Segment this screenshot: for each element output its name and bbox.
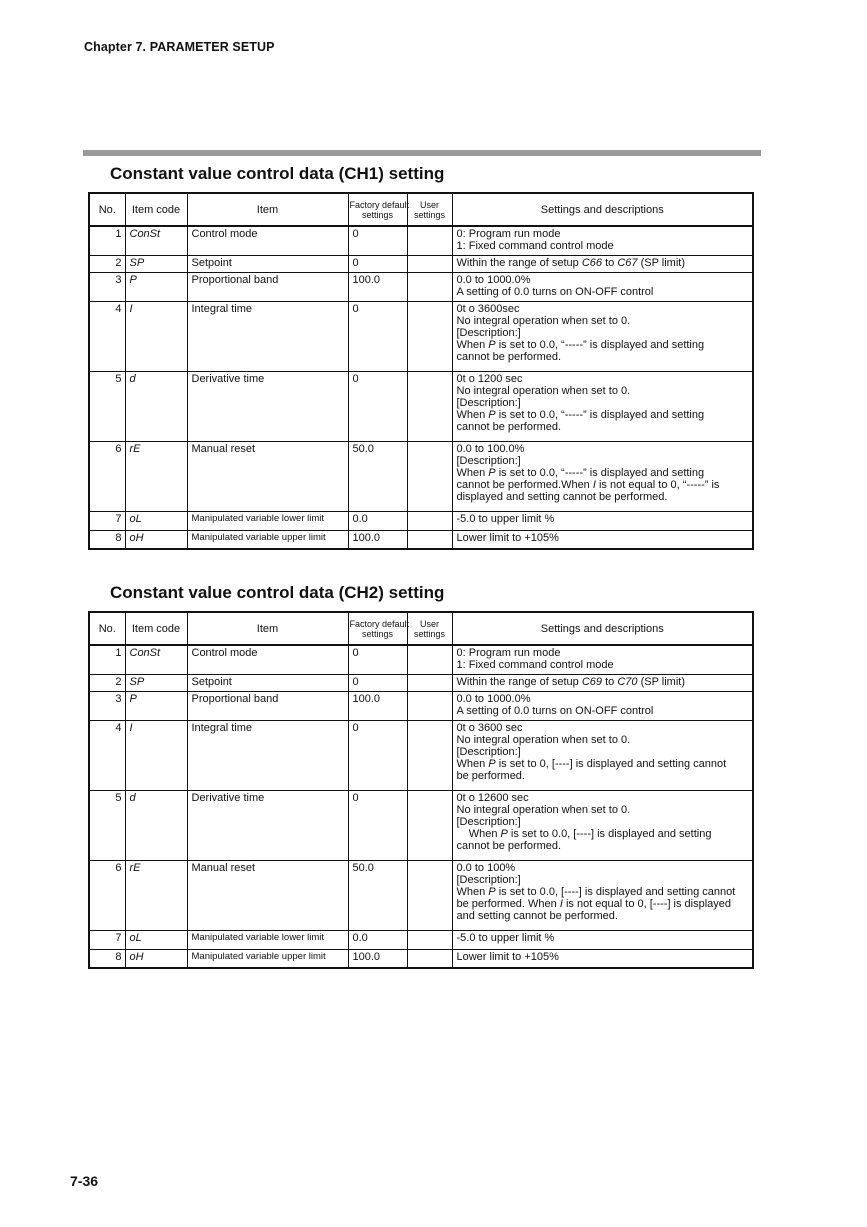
cell-item-code: oL [125, 930, 187, 949]
header-line: Factory default [349, 199, 410, 210]
cell-item: Manual reset [187, 441, 348, 511]
header-line: User [419, 199, 439, 210]
description-line: 0t o 3600 sec [456, 721, 523, 734]
col-header-factory-default [348, 193, 410, 226]
description-line: cannot be performed.When I is not equal to 0, “-----” is [456, 478, 720, 491]
cell-item-code: I [125, 720, 187, 790]
description-line: [Description:] [456, 454, 521, 467]
cell-description [452, 860, 753, 930]
cell-no: 1 [89, 645, 125, 674]
cell-description [452, 371, 753, 441]
cell-item-code: oH [125, 949, 187, 968]
cell-no: 7 [89, 930, 125, 949]
cell-description [452, 511, 753, 530]
description-line: When P is set to 0.0, “-----” is displayed and setting [456, 338, 705, 351]
description-line: and setting cannot be performed. [456, 909, 618, 922]
cell-item: Derivative time [187, 371, 348, 441]
cell-no: 1 [89, 226, 125, 255]
header-line: settings [361, 209, 394, 220]
cell-item-code: d [125, 371, 187, 441]
col-header-no: No. [89, 612, 125, 645]
cell-factory-default: 50.0 [348, 860, 407, 930]
cell-description [452, 674, 753, 691]
description-line: 0.0 to 100% [456, 861, 516, 874]
cell-item: Manipulated variable lower limit [187, 930, 348, 949]
col-header-item: Item [187, 193, 348, 226]
cell-user-settings [407, 371, 452, 441]
cell-no: 6 [89, 441, 125, 511]
col-header-no: No. [89, 193, 125, 226]
description-line: -5.0 to upper limit % [456, 931, 555, 944]
cell-description [452, 645, 753, 674]
cell-factory-default: 0 [348, 301, 407, 371]
cell-no: 8 [89, 949, 125, 968]
description-line: be performed. [456, 769, 525, 782]
table-row [89, 530, 753, 549]
header-line: settings [413, 628, 446, 639]
description-line: 0.0 to 1000.0% [456, 692, 531, 705]
cell-item: Integral time [187, 301, 348, 371]
cell-user-settings [407, 949, 452, 968]
cell-factory-default: 0 [348, 645, 407, 674]
col-header-item: Item [187, 612, 348, 645]
col-header-description: Settings and descriptions [452, 193, 753, 226]
cell-item: Setpoint [187, 255, 348, 272]
description-line: A setting of 0.0 turns on ON-OFF control [456, 285, 654, 298]
header-line: settings [361, 628, 394, 639]
description-line: [Description:] [456, 815, 521, 828]
cell-factory-default: 0 [348, 720, 407, 790]
description-line: When P is set to 0.0, [----] is displayed and setting cannot [456, 885, 736, 898]
cell-user-settings [407, 441, 452, 511]
cell-factory-default: 100.0 [348, 272, 407, 301]
cell-no: 4 [89, 301, 125, 371]
cell-description [452, 949, 753, 968]
table-row [89, 930, 753, 949]
col-header-user-settings [407, 612, 452, 645]
section-divider [83, 150, 761, 156]
cell-user-settings [407, 255, 452, 272]
description-line: 0: Program run mode [456, 647, 561, 659]
cell-description [452, 930, 753, 949]
description-line: 0.0 to 100.0% [456, 442, 525, 455]
cell-factory-default: 100.0 [348, 949, 407, 968]
cell-item: Proportional band [187, 691, 348, 720]
ch1-parameter-table [88, 192, 754, 550]
ch1-table-title: Constant value control data (CH1) setting [110, 164, 445, 183]
table-row [89, 645, 753, 674]
description-line: Lower limit to +105% [456, 531, 559, 544]
cell-user-settings [407, 790, 452, 860]
description-line: No integral operation when set to 0. [456, 733, 631, 746]
cell-item: Integral time [187, 720, 348, 790]
cell-item-code: SP [125, 255, 187, 272]
col-header-description: Settings and descriptions [452, 612, 753, 645]
cell-item: Control mode [187, 645, 348, 674]
cell-description [452, 691, 753, 720]
table-row [89, 255, 753, 272]
description-line: [Description:] [456, 873, 521, 886]
cell-factory-default: 0.0 [348, 511, 407, 530]
table-row [89, 441, 753, 511]
cell-no: 2 [89, 674, 125, 691]
description-line: 0t o 1200 sec [456, 372, 523, 385]
cell-factory-default: 100.0 [348, 530, 407, 549]
cell-factory-default: 50.0 [348, 441, 407, 511]
table-header-row [89, 193, 753, 226]
cell-description [452, 301, 753, 371]
description-line: A setting of 0.0 turns on ON-OFF control [456, 704, 654, 717]
header-line: settings [413, 209, 446, 220]
description-line: 0.0 to 1000.0% [456, 273, 531, 286]
cell-factory-default: 0 [348, 371, 407, 441]
table-row [89, 511, 753, 530]
cell-factory-default: 0 [348, 674, 407, 691]
description-line: When P is set to 0.0, “-----” is displayed and setting [456, 466, 705, 479]
cell-no: 2 [89, 255, 125, 272]
description-line: 0: Program run mode [456, 228, 561, 240]
description-line: [Description:] [456, 745, 521, 758]
cell-user-settings [407, 691, 452, 720]
cell-user-settings [407, 272, 452, 301]
description-line: No integral operation when set to 0. [456, 803, 631, 816]
cell-item-code: oH [125, 530, 187, 549]
cell-item-code: I [125, 301, 187, 371]
cell-user-settings [407, 301, 452, 371]
table-row [89, 790, 753, 860]
cell-item-code: ConSt [125, 226, 187, 255]
cell-item: Setpoint [187, 674, 348, 691]
cell-item: Manipulated variable lower limit [187, 511, 348, 530]
table-row [89, 226, 753, 255]
description-line: No integral operation when set to 0. [456, 314, 631, 327]
description-line: cannot be performed. [456, 420, 562, 433]
cell-item-code: ConSt [125, 645, 187, 674]
table-row [89, 674, 753, 691]
description-line: -5.0 to upper limit % [456, 512, 555, 525]
col-header-item-code: Item code [125, 193, 187, 226]
chapter-header: Chapter 7. PARAMETER SETUP [84, 40, 275, 54]
description-line: When P is set to 0.0, [----] is displayed and setting [456, 827, 712, 840]
cell-no: 7 [89, 511, 125, 530]
description-line: 1: Fixed command control mode [456, 240, 614, 252]
description-line: Lower limit to +105% [456, 950, 559, 963]
ch2-parameter-table [88, 611, 754, 969]
cell-item-code: rE [125, 441, 187, 511]
description-line: be performed. When I is not equal to 0, [----] is displayed [456, 897, 732, 910]
description-line: [Description:] [456, 326, 521, 339]
ch2-table-title: Constant value control data (CH2) setting [110, 583, 445, 602]
cell-factory-default: 0.0 [348, 930, 407, 949]
cell-item: Control mode [187, 226, 348, 255]
description-line: displayed and setting cannot be performed. [456, 490, 668, 503]
header-line: User [419, 618, 439, 629]
cell-description [452, 720, 753, 790]
cell-no: 4 [89, 720, 125, 790]
description-line: cannot be performed. [456, 350, 562, 363]
cell-item-code: SP [125, 674, 187, 691]
cell-no: 5 [89, 371, 125, 441]
cell-user-settings [407, 674, 452, 691]
cell-user-settings [407, 511, 452, 530]
cell-item: Manual reset [187, 860, 348, 930]
col-header-item-code: Item code [125, 612, 187, 645]
table-row [89, 371, 753, 441]
cell-no: 6 [89, 860, 125, 930]
cell-item: Derivative time [187, 790, 348, 860]
cell-item-code: d [125, 790, 187, 860]
page-number: 7-36 [70, 1173, 99, 1189]
ch1-table-body [89, 226, 753, 549]
cell-item: Manipulated variable upper limit [187, 530, 348, 549]
cell-factory-default: 100.0 [348, 691, 407, 720]
description-line: When P is set to 0.0, “-----” is displayed and setting [456, 408, 705, 421]
cell-user-settings [407, 860, 452, 930]
description-line: [Description:] [456, 396, 521, 409]
cell-user-settings [407, 720, 452, 790]
cell-description [452, 530, 753, 549]
cell-description [452, 226, 753, 255]
cell-description [452, 441, 753, 511]
description-line: 1: Fixed command control mode [456, 659, 614, 671]
cell-no: 5 [89, 790, 125, 860]
cell-factory-default: 0 [348, 790, 407, 860]
cell-no: 3 [89, 272, 125, 301]
description-line: 0t o 3600sec [456, 302, 520, 315]
header-line: Factory default [349, 618, 410, 629]
cell-description [452, 255, 753, 272]
ch2-table-body [89, 645, 753, 968]
description-line: cannot be performed. [456, 839, 562, 852]
cell-item: Manipulated variable upper limit [187, 949, 348, 968]
table-row [89, 720, 753, 790]
description-line: No integral operation when set to 0. [456, 384, 631, 397]
cell-user-settings [407, 645, 452, 674]
cell-item-code: rE [125, 860, 187, 930]
table-row [89, 860, 753, 930]
col-header-factory-default [348, 612, 410, 645]
description-line: Within the range of setup C69 to C70 (SP limit) [456, 675, 685, 688]
cell-item-code: P [125, 272, 187, 301]
description-line: Within the range of setup C66 to C67 (SP limit) [456, 256, 685, 269]
cell-user-settings [407, 226, 452, 255]
cell-factory-default: 0 [348, 226, 407, 255]
cell-item-code: P [125, 691, 187, 720]
table-header-row [89, 612, 753, 645]
cell-item-code: oL [125, 511, 187, 530]
description-line: When P is set to 0, [----] is displayed and setting cannot [456, 757, 727, 770]
cell-user-settings [407, 530, 452, 549]
table-row [89, 301, 753, 371]
cell-user-settings [407, 930, 452, 949]
table-row [89, 272, 753, 301]
table-row [89, 691, 753, 720]
cell-description [452, 790, 753, 860]
table-row [89, 949, 753, 968]
col-header-user-settings [407, 193, 452, 226]
cell-description [452, 272, 753, 301]
cell-item: Proportional band [187, 272, 348, 301]
cell-no: 8 [89, 530, 125, 549]
description-line: 0t o 12600 sec [456, 791, 529, 804]
cell-factory-default: 0 [348, 255, 407, 272]
cell-no: 3 [89, 691, 125, 720]
